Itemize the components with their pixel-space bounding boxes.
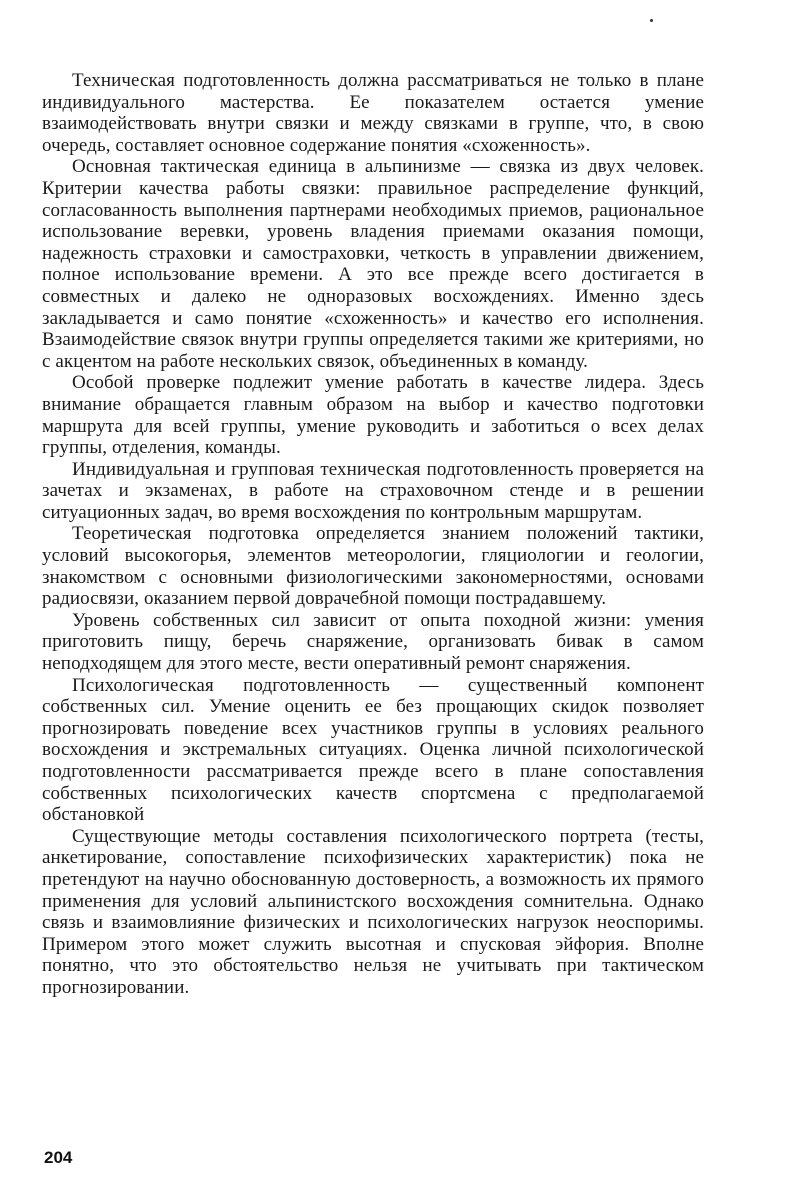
paragraph-own-resources: Уровень собственных сил зависит от опыта походной жизни: умения приготовить пищу, беречь снаряжение, организовать бивак в самом неподходящем для этого месте, вести оперативный ремонт снаряжения. (42, 609, 704, 675)
page-number: 204 (44, 1148, 73, 1167)
ink-speck (650, 19, 653, 22)
paragraph-leader: Особой проверке подлежит умение работать в качестве лидера. Здесь внимание обращается главным образом на выбор и качество подготовки маршрута для всей группы, умение руководить и заботиться о всех делах группы, отделения, команды. (42, 372, 704, 459)
paragraph-theoretical: Теоретическая подготовка определяется знанием положений тактики, условий высокогорья, элементов метеорологии, гляциологии и геологии, знакомством с основными физиологическими закономерностями, основами радиосвязи, оказанием первой доврачебной помощи пострадавшему. (42, 523, 704, 610)
paragraph-psychological: Психологическая подготовленность — существенный компонент собственных сил. Умение оценить ее без прощающих скидок позволяет прогнозировать поведение всех участников группы в условиях реального восхождения и экстремальных ситуациях. Оценка личной психологической подготовленности рассматривается прежде всего в плане сопоставления собственных психологических качеств спортсмена с предполагаемой обстановкой (42, 674, 704, 826)
paragraph-group-preparedness: Индивидуальная и групповая техническая подготовленность проверяется на зачетах и экзаменах, в работе на страховочном стенде и в решении ситуационных задач, во время восхождения по контрольным маршрутам. (42, 458, 704, 523)
paragraph-rope-team: Основная тактическая единица в альпинизме — связка из двух человек. Критерии качества работы связки: правильное распределение функций, согласованность выполнения партнерами необходимых приемов, рациональное использование веревки, уровень владения приемами оказания помощи, надежность страховки и самостраховки, четкость в управлении движением, полное использование времени. А это все прежде всего достигается в совместных и далеко не одноразовых восхождениях. Именно здесь закладывается и само понятие «схоженность» и качество его исполнения. Взаимодействие связок внутри группы определяется такими же критериями, но с акцентом на работе нескольких связок, объединенных в команду. (42, 156, 704, 372)
page-body (42, 70, 704, 1150)
paragraph-methods: Существующие методы составления психологического портрета (тесты, анкетирование, сопоставление психофизических характеристик) пока не претендуют на научно обоснованную достоверность, а возможность их прямого применения для условий альпинистского восхождения сомнительна. Однако связь и взаимовлияние физических и психологических нагрузок неоспоримы. Примером этого может служить высотная и спусковая эйфория. Вполне понятно, что это обстоятельство нельзя не учитывать при тактическом прогнозировании. (42, 825, 704, 998)
paragraph-technical-preparedness: Техническая подготовленность должна рассматриваться не только в плане индивидуального мастерства. Ее показателем остается умение взаимодействовать внутри связки и между связками в группе, что, в свою очередь, составляет основное содержание понятия «схоженность». (42, 70, 704, 156)
